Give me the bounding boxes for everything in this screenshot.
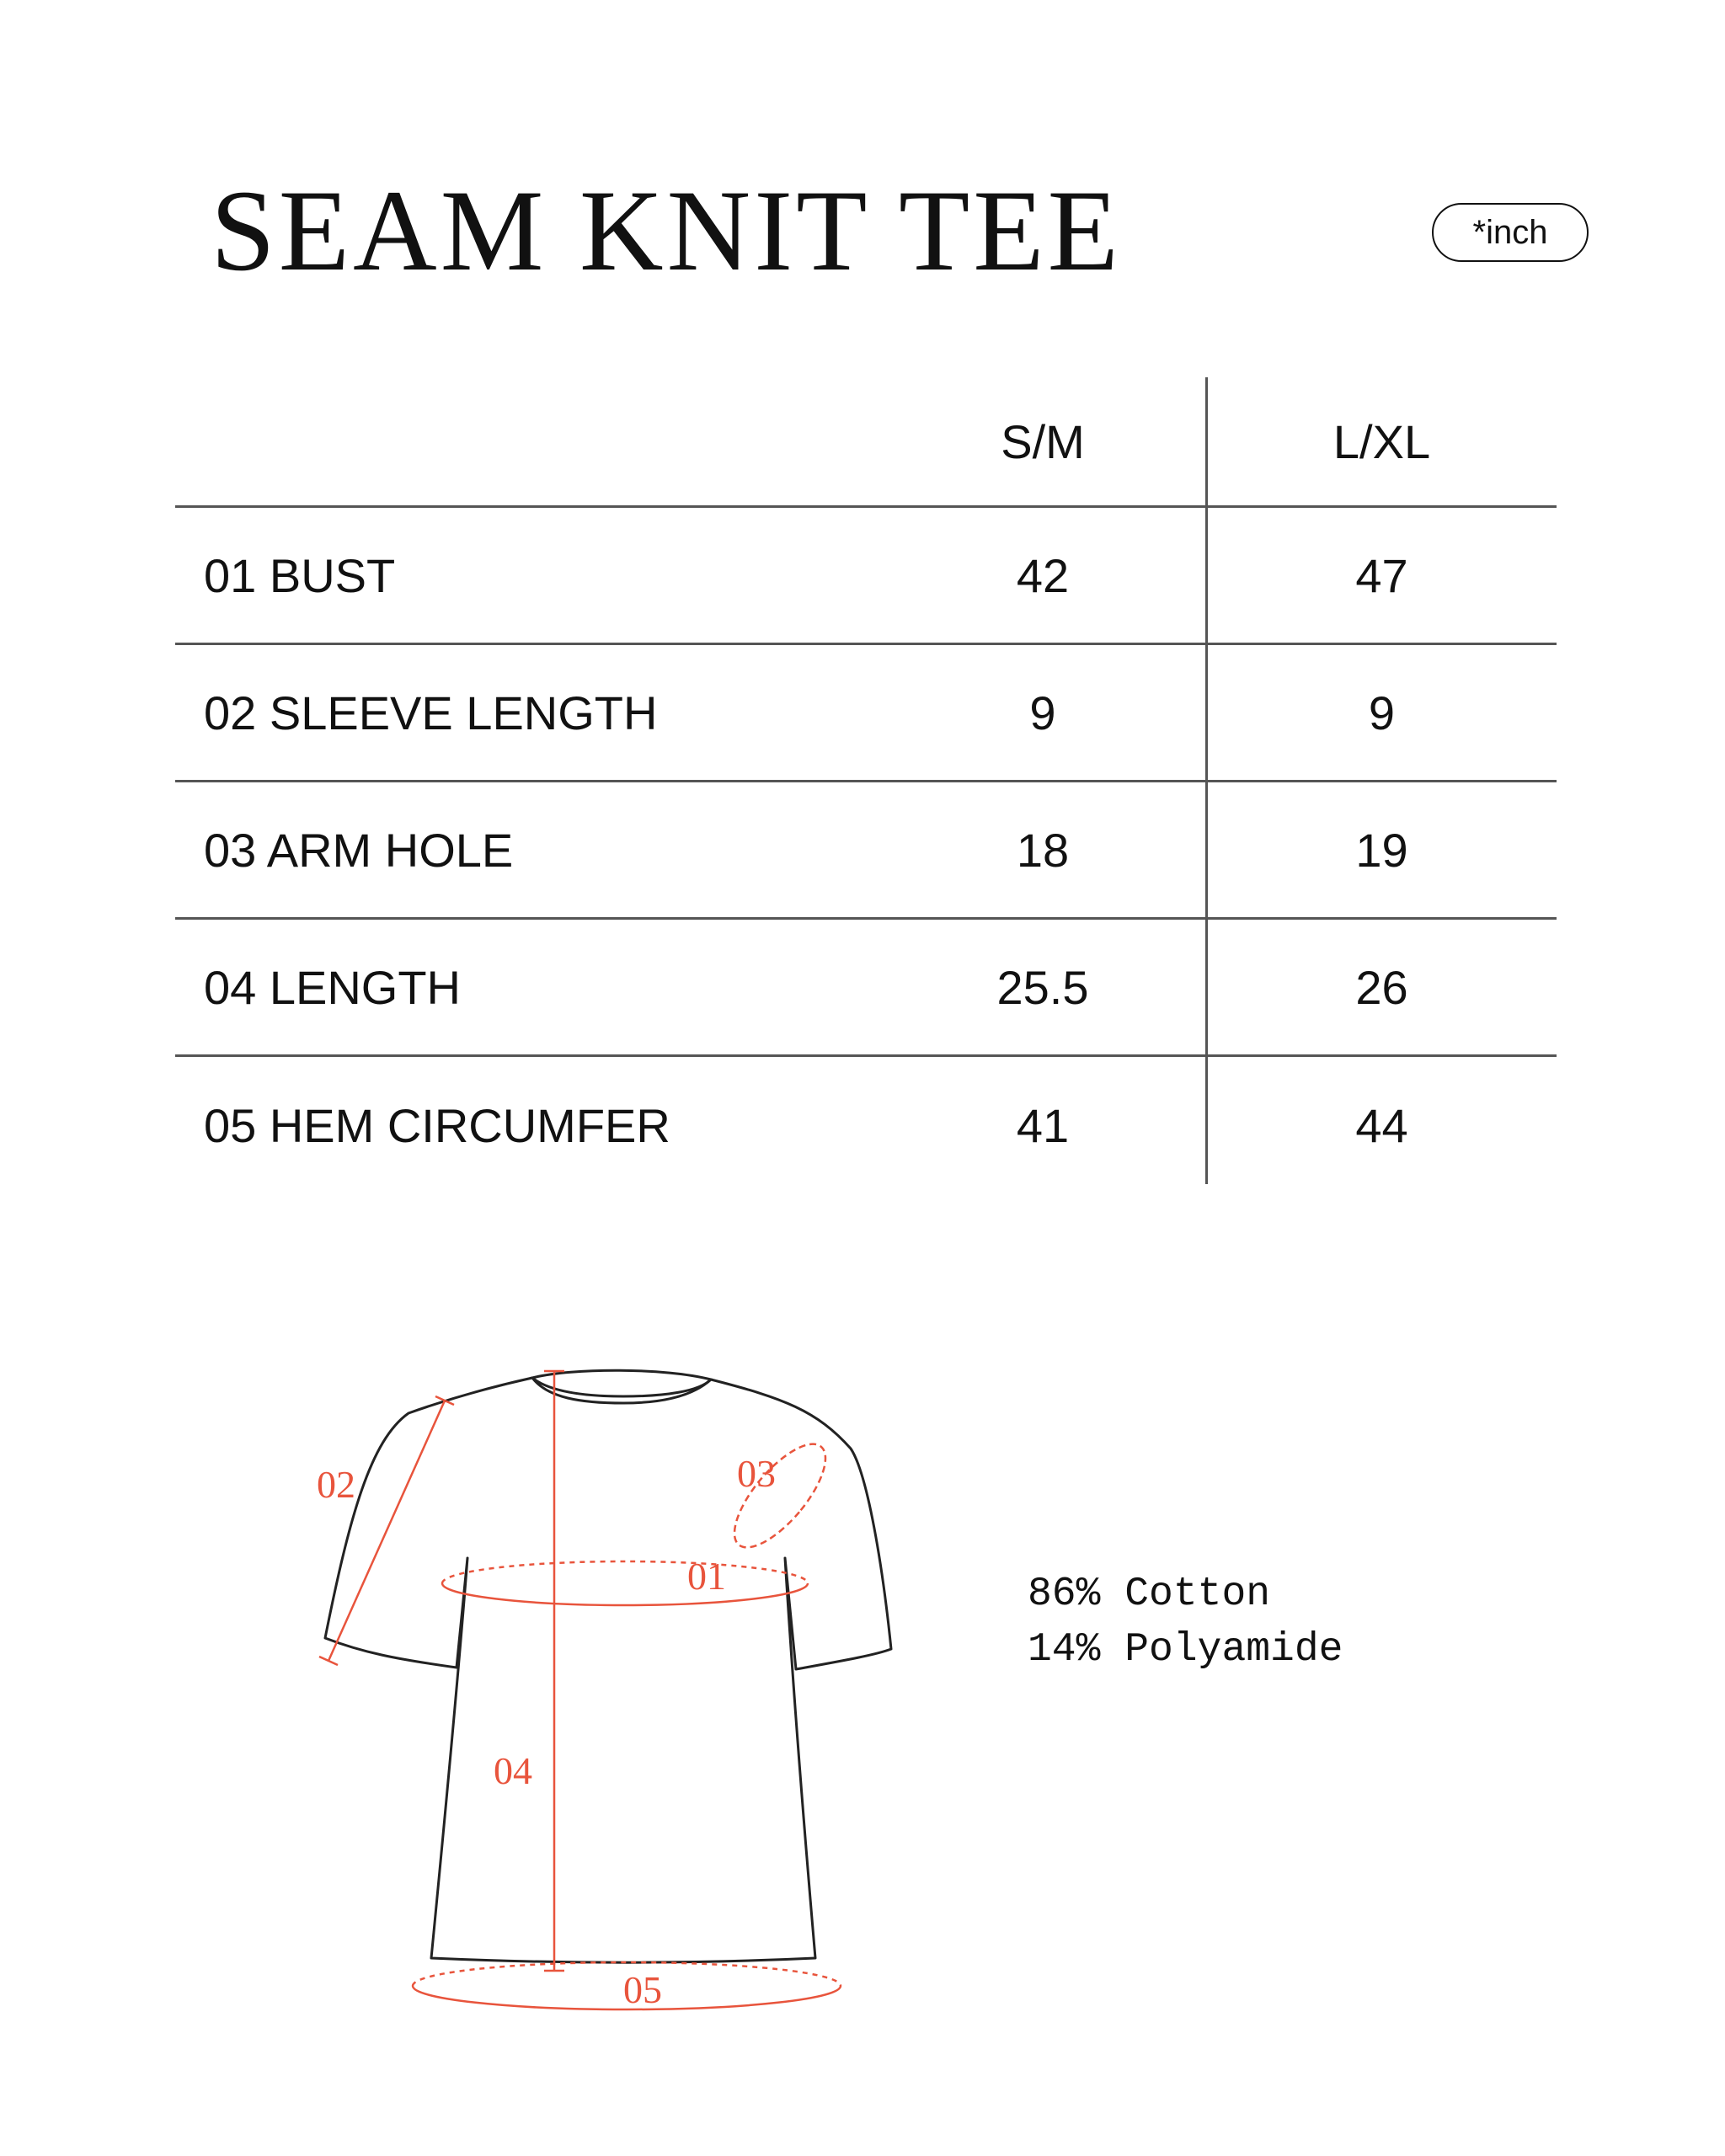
diagram-label-05: 05 [623,1968,662,2011]
table-row [175,1057,1557,1194]
row-value-lxl: 9 [1368,686,1396,739]
bust-ellipse-back [442,1561,808,1583]
row-label: 02 SLEEVE LENGTH [204,686,658,739]
diagram-label-04: 04 [494,1749,532,1792]
row-label: 03 ARM HOLE [204,823,514,877]
diagram-label-03: 03 [737,1452,776,1495]
table-row [175,645,1557,782]
row-value-sm: 25.5 [996,960,1089,1014]
table-row [175,782,1557,920]
row-value-lxl: 44 [1355,1099,1408,1152]
material-line: 14% Polyamide [1028,1627,1343,1673]
collar [532,1370,711,1396]
header-sm: S/M [1001,414,1085,468]
table-header-row [175,377,1557,508]
row-value-sm: 42 [1016,548,1070,602]
unit-badge: *inch [1432,203,1589,262]
sleeve-measure-line [328,1401,445,1661]
row-value-sm: 41 [1016,1099,1070,1152]
armhole-ellipse [719,1430,841,1561]
size-table [175,377,1557,1194]
table-row [175,920,1557,1057]
table-row [175,508,1557,645]
tshirt-outline [325,1378,891,1962]
row-label: 05 HEM CIRCUMFER [204,1099,670,1152]
row-value-sm: 18 [1016,823,1070,877]
row-label: 04 LENGTH [204,960,461,1014]
row-label: 01 BUST [204,548,396,602]
bust-ellipse-front [442,1583,808,1605]
row-value-lxl: 19 [1355,823,1408,877]
diagram-label-02: 02 [317,1463,355,1506]
row-value-lxl: 47 [1355,548,1408,602]
sleeve-measure-cap-bottom [319,1657,338,1665]
material-line: 86% Cotton [1028,1572,1271,1617]
row-value-sm: 9 [1029,686,1056,739]
diagram-label-01: 01 [687,1555,726,1598]
tshirt-measurement-diagram [270,1331,893,2038]
page-title: SEAM KNIT TEE [211,166,1122,295]
row-value-lxl: 26 [1355,960,1408,1014]
material-composition [1028,1566,1343,1678]
header-lxl: L/XL [1332,414,1431,468]
